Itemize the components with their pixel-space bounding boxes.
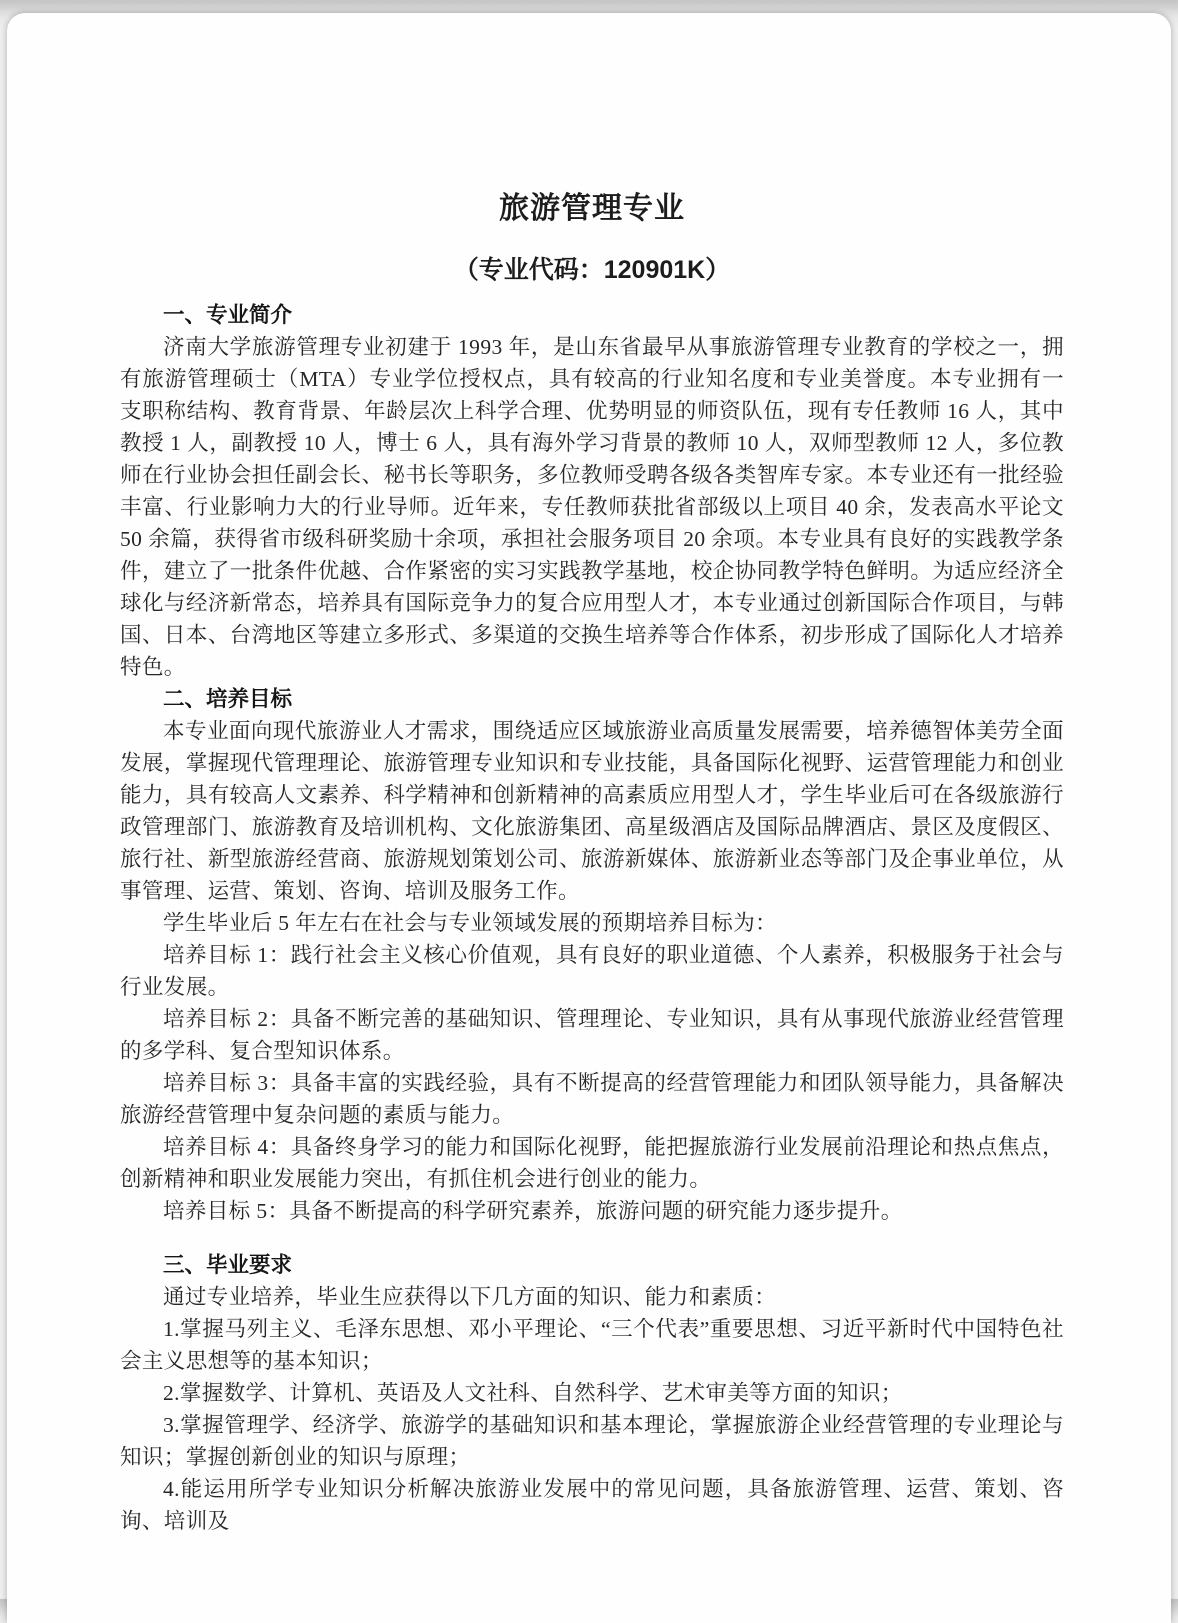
document-page <box>7 13 1171 1623</box>
paragraph: 学生毕业后 5 年左右在社会与专业领域发展的预期培养目标为： <box>163 911 778 935</box>
document-content <box>7 13 1171 1537</box>
paragraph-objective-5: 培养目标 5：具备不断提高的科学研究素养，旅游问题的研究能力逐步提升。 <box>163 1199 903 1223</box>
paragraph-objective-2: 培养目标 2：具备不断完善的基础知识、管理理论、专业知识，具有从事现代旅游业经营管理的多学科、复合型知识体系。 <box>120 1007 1064 1063</box>
paragraph-requirement-1: 1.掌握马列主义、毛泽东思想、邓小平理论、“三个代表”重要思想、习近平新时代中国特色社会主义思想等的基本知识； <box>120 1317 1064 1373</box>
paragraph: 本专业面向现代旅游业人才需求，围绕适应区域旅游业高质量发展需要，培养德智体美劳全面发展，掌握现代管理理论、旅游管理专业知识和专业技能，具备国际化视野、运营管理能力和创业能力，具有较高人文素养、科学精神和创新精神的高素质应用型人才，学生毕业后可在各级旅游行政管理部门、旅游教育及培训机构、文化旅游集团、高星级酒店及国际品牌酒店、景区及度假区、旅行社、新型旅游经营商、旅游规划策划公司、旅游新媒体、旅游新业态等部门及企事业单位，从事管理、运营、策划、咨询、培训及服务工作。 <box>120 719 1064 903</box>
section-major-introduction <box>120 299 1064 683</box>
section-training-objectives <box>120 683 1064 1227</box>
paragraph-objective-4: 培养目标 4：具备终身学习的能力和国际化视野，能把握旅游行业发展前沿理论和热点焦点，创新精神和职业发展能力突出，有抓住机会进行创业的能力。 <box>120 1135 1064 1191</box>
paragraph-requirement-3: 3.掌握管理学、经济学、旅游学的基础知识和基本理论，掌握旅游企业经营管理的专业理论与知识；掌握创新创业的知识与原理； <box>120 1413 1064 1469</box>
section-heading-2: 二、培养目标 <box>163 687 293 711</box>
section-graduation-requirements <box>120 1249 1064 1537</box>
section-heading-3: 三、毕业要求 <box>163 1253 293 1277</box>
paragraph-requirement-4: 4.能运用所学专业知识分析解决旅游业发展中的常见问题，具备旅游管理、运营、策划、咨询、培训及 <box>120 1477 1064 1533</box>
doc-subtitle: （专业代码：120901K） <box>453 256 731 284</box>
paragraph-objective-3: 培养目标 3：具备丰富的实践经验，具有不断提高的经营管理能力和团队领导能力，具备解决旅游经营管理中复杂问题的素质与能力。 <box>120 1071 1064 1127</box>
paragraph: 济南大学旅游管理专业初建于 1993 年，是山东省最早从事旅游管理专业教育的学校之一，拥有旅游管理硕士（MTA）专业学位授权点，具有较高的行业知名度和专业美誉度。本专业拥有一支职称结构、教育背景、年龄层次上科学合理、优势明显的师资队伍，现有专任教师 16 人，其中教授 1 人，副教授 10 人，博士 6 人，具有海外学习背景的教师 10 人，双师型教师 12 人，多位教师在行业协会担任副会长、秘书长等职务，多位教师受聘各级各类智库专家。本专业还有一批经验丰富、行业影响力大的行业导师。近年来，专任教师获批省部级以上项目 40 余，发表高水平论文 50 余篇，获得省市级科研奖励十余项，承担社会服务项目 20 余项。本专业具有良好的实践教学条件，建立了一批条件优越、合作紧密的实习实践教学基地，校企协同教学特色鲜明。为适应经济全球化与经济新常态，培养具有国际竞争力的复合应用型人才，本专业通过创新国际合作项目，与韩国、日本、台湾地区等建立多形式、多渠道的交换生培养等合作体系，初步形成了国际化人才培养特色。 <box>120 335 1064 679</box>
paragraph-requirement-2: 2.掌握数学、计算机、英语及人文社科、自然科学、艺术审美等方面的知识； <box>163 1381 903 1405</box>
doc-title: 旅游管理专业 <box>499 192 685 225</box>
paragraph: 通过专业培养，毕业生应获得以下几方面的知识、能力和素质： <box>163 1285 777 1309</box>
section-heading-1: 一、专业简介 <box>163 303 293 327</box>
paragraph-objective-1: 培养目标 1：践行社会主义核心价值观，具有良好的职业道德、个人素养，积极服务于社会与行业发展。 <box>120 943 1064 999</box>
